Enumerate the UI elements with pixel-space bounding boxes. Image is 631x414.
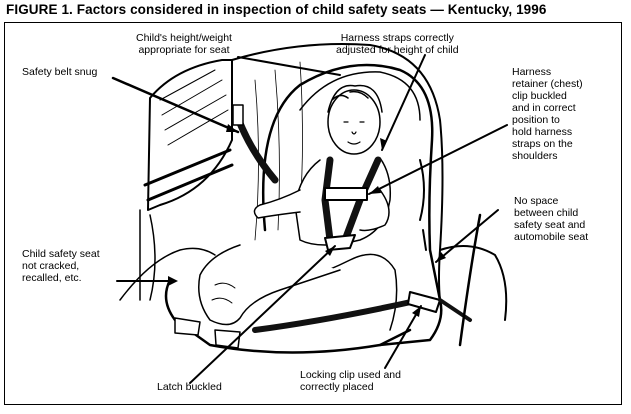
door-panel-lines	[140, 210, 155, 300]
label-belt-snug: Safety belt snug	[22, 66, 98, 78]
child-seat-side-slot-2	[423, 230, 426, 250]
label-retainer-clip: Harness retainer (chest) clip buckled and in correct position to hold harness straps on the shoulders	[512, 66, 583, 162]
figure-title: FIGURE 1. Factors considered in inspection of child safety seats — Kentucky, 1996	[6, 2, 547, 17]
leader-no-space	[436, 210, 498, 262]
leader-harness-straps	[382, 55, 425, 150]
leader-height-weight	[238, 57, 340, 75]
label-no-space: No space between child safety seat and automobile seat	[514, 195, 589, 243]
safety-belt-lap	[255, 300, 420, 330]
car-window-hatch	[160, 70, 228, 145]
label-harness-straps: Harness straps correctly adjusted for height of child	[336, 32, 459, 56]
label-height-weight: Child's height/weight appropriate for seat	[136, 32, 232, 56]
leader-locking-clip	[385, 306, 421, 368]
arrowhead-not-cracked	[168, 276, 178, 286]
arrowhead-locking-clip	[412, 306, 421, 317]
arrowhead-no-space	[436, 252, 446, 262]
locking-clip	[408, 292, 440, 312]
label-latch-buckled: Latch buckled	[157, 381, 222, 393]
child-legs	[199, 245, 340, 325]
belt-anchor	[233, 105, 243, 125]
label-locking-clip: Locking clip used and correctly placed	[300, 369, 401, 393]
car-door-outline	[148, 60, 232, 210]
child-left-arm	[254, 190, 300, 218]
safety-belt-shoulder	[238, 118, 275, 180]
chest-retainer-clip	[325, 188, 367, 200]
latch-buckle	[325, 235, 355, 250]
label-not-cracked: Child safety seat not cracked, recalled, etc.	[22, 248, 100, 284]
